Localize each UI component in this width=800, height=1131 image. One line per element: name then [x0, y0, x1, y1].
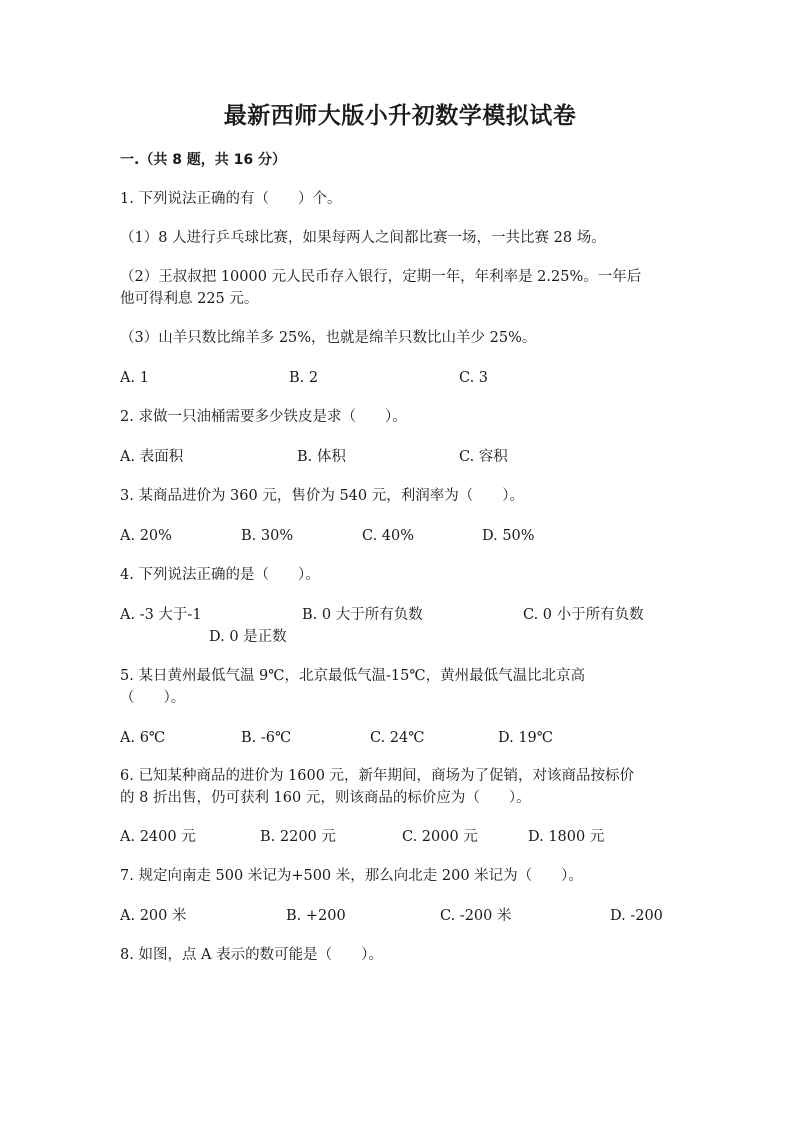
question-7-option-d: D. -200	[610, 908, 663, 924]
question-6-stem: 6. 已知某种商品的进价为 1600 元，新年期间，商场为了促销，对该商品按标价	[120, 768, 635, 784]
question-1-statement-3: （3）山羊只数比绵羊多 25%，也就是绵羊只数比山羊少 25%。	[120, 330, 537, 346]
question-4-option-c: C. 0 小于所有负数	[523, 607, 644, 623]
question-3-option-d: D. 50%	[482, 528, 535, 544]
question-5-stem-cont: （ ）。	[120, 690, 186, 706]
question-1-statement-1: （1）8 人进行乒乓球比赛，如果每两人之间都比赛一场，一共比赛 28 场。	[120, 230, 606, 246]
question-1-option-a: A. 1	[120, 370, 149, 386]
question-4-option-a: A. -3 大于-1	[120, 607, 202, 623]
question-2-option-a: A. 表面积	[120, 449, 184, 465]
question-2-option-c: C. 容积	[459, 449, 508, 465]
question-6-option-c: C. 2000 元	[402, 829, 478, 845]
question-6-option-d: D. 1800 元	[528, 829, 605, 845]
question-5-option-c: C. 24℃	[370, 730, 425, 746]
question-1-option-b: B. 2	[289, 370, 319, 386]
question-4-option-b: B. 0 大于所有负数	[302, 607, 423, 623]
question-1-option-c: C. 3	[459, 370, 489, 386]
question-1-statement-2: （2）王叔叔把 10000 元人民币存入银行，定期一年，年利率是 2.25%。一年后	[120, 269, 642, 285]
question-4-option-d: D. 0 是正数	[209, 629, 287, 645]
question-7-stem: 7. 规定向南走 500 米记为+500 米，那么向北走 200 米记为（ ）。	[120, 868, 583, 884]
question-2-stem: 2. 求做一只油桶需要多少铁皮是求（ ）。	[120, 409, 407, 425]
question-7-option-b: B. +200	[286, 908, 346, 924]
question-3-stem: 3. 某商品进价为 360 元，售价为 540 元，利润率为（ ）。	[120, 488, 524, 504]
question-1-stem: 1. 下列说法正确的有（ ）个。	[120, 191, 342, 207]
question-8-stem: 8. 如图，点 A 表示的数可能是（ ）。	[120, 947, 383, 963]
question-7-option-c: C. -200 米	[440, 908, 512, 924]
question-6-option-b: B. 2200 元	[260, 829, 336, 845]
question-2-option-b: B. 体积	[297, 449, 346, 465]
question-6-stem-cont: 的 8 折出售，仍可获利 160 元，则该商品的标价应为（ ）。	[120, 790, 531, 806]
page-title: 最新西师大版小升初数学模拟试卷	[223, 103, 577, 129]
question-3-option-a: A. 20%	[120, 528, 172, 544]
section-heading: 一.（共 8 题，共 16 分）	[120, 152, 287, 168]
question-6-option-a: A. 2400 元	[120, 829, 196, 845]
question-1-statement-2-cont: 他可得利息 225 元。	[120, 291, 259, 307]
question-5-option-a: A. 6℃	[120, 730, 166, 746]
question-5-option-b: B. -6℃	[241, 730, 292, 746]
question-4-stem: 4. 下列说法正确的是（ ）。	[120, 567, 320, 583]
question-5-stem: 5. 某日黄州最低气温 9℃，北京最低气温-15℃，黄州最低气温比北京高	[120, 668, 586, 684]
question-5-option-d: D. 19℃	[498, 730, 553, 746]
question-3-option-c: C. 40%	[362, 528, 415, 544]
question-7-option-a: A. 200 米	[120, 908, 187, 924]
question-3-option-b: B. 30%	[241, 528, 294, 544]
